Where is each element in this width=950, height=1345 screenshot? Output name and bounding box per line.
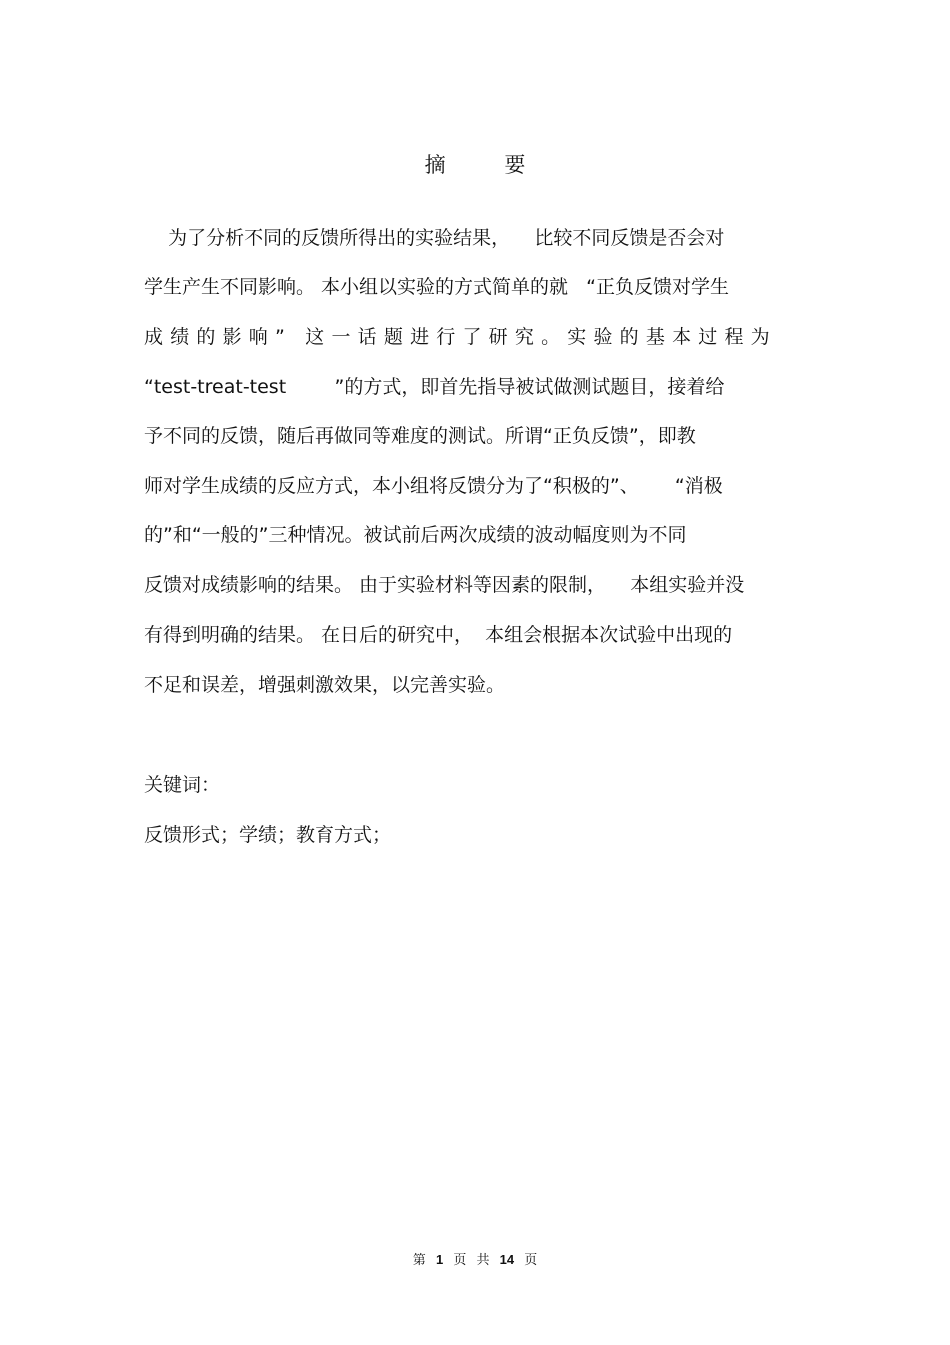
abstract-line-7: 的”和“一般的”三种情况。被试前后两次成绩的波动幅度则为不同 bbox=[144, 524, 687, 546]
abstract-line-9: 有得到明确的结果。 在日后的研究中， 本组会根据本次试验中出现的 bbox=[144, 624, 733, 646]
footer-middle: 页 共 bbox=[453, 1253, 490, 1268]
abstract-line-3: 成绩的影响” 这一话题进行了研究。实验的基本过程为 bbox=[144, 326, 777, 348]
abstract-line-6: 师对学生成绩的反应方式，本小组将反馈分为了“积极的”、 “消极 bbox=[144, 475, 723, 497]
footer-page-number: 1 bbox=[435, 1252, 444, 1267]
footer-prefix: 第 bbox=[412, 1253, 426, 1268]
abstract-line-4: “test-treat-test ”的方式，即首先指导被试做测试题目，接着给 bbox=[144, 376, 725, 398]
footer-suffix: 页 bbox=[524, 1253, 538, 1268]
abstract-line-1: 为了分析不同的反馈所得出的实验结果， 比较不同反馈是否会对 bbox=[144, 227, 725, 249]
page-footer bbox=[0, 1250, 950, 1271]
abstract-line-2: 学生产生不同影响。 本小组以实验的方式简单的就 “正负反馈对学生 bbox=[144, 276, 730, 298]
abstract-line-5: 予不同的反馈，随后再做同等难度的测试。所谓“正负反馈”，即教 bbox=[144, 425, 696, 447]
abstract-line-10: 不足和误差，增强刺激效果，以完善实验。 bbox=[144, 674, 506, 696]
keywords-list: 反馈形式；学绩；教育方式； bbox=[144, 824, 392, 846]
keywords-label: 关键词： bbox=[144, 774, 221, 796]
abstract-line-8: 反馈对成绩影响的结果。 由于实验材料等因素的限制， 本组实验并没 bbox=[144, 574, 745, 596]
abstract-title: 摘 要 bbox=[424, 153, 552, 177]
footer-total-pages: 14 bbox=[499, 1252, 515, 1267]
